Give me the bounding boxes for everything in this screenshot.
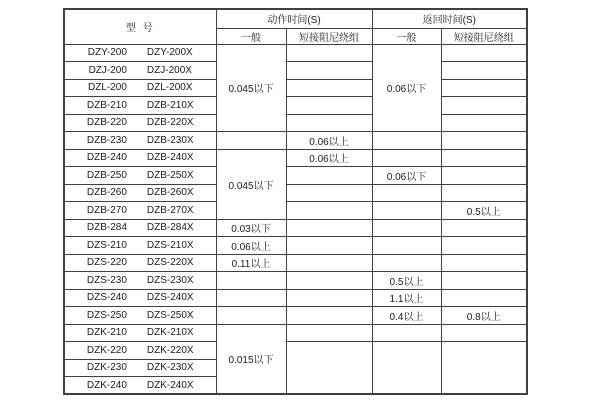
model-cell (64, 377, 216, 395)
model-cell (64, 79, 216, 97)
table-row (64, 307, 527, 325)
model-pair (65, 65, 216, 76)
cell-action-damping (286, 79, 372, 97)
cell-return-damping (441, 44, 527, 62)
cell-return-damping (441, 342, 527, 395)
model-pair (65, 100, 216, 111)
cell-return-damping: 0.8以上 (441, 307, 527, 325)
cell-return-general: 1.1以上 (372, 289, 441, 307)
model-pair (65, 82, 216, 93)
model-name-x: DZS-220X (146, 257, 194, 269)
model-name: DZS-230 (86, 274, 127, 286)
table-row (64, 79, 527, 97)
model-name-x: DZB-240X (146, 152, 194, 164)
model-name-x: DZS-240X (146, 292, 194, 304)
cell-action-general: 0.11以上 (216, 254, 286, 272)
cell-action-damping (286, 237, 372, 255)
cell-return-general (372, 184, 441, 202)
model-cell (64, 324, 216, 342)
model-pair (65, 292, 216, 303)
model-pair (65, 222, 216, 233)
table-header (64, 9, 527, 44)
model-name: DZS-220 (86, 257, 127, 269)
table-row (64, 184, 527, 202)
model-name: DZB-260 (86, 187, 127, 199)
model-name-x: DZB-260X (146, 187, 194, 199)
model-cell (64, 114, 216, 132)
model-name-x: DZS-210X (146, 239, 194, 251)
model-cell (64, 44, 216, 62)
table-row (64, 324, 527, 342)
cell-action-general: 0.045以下 (216, 149, 286, 219)
cell-return-damping (441, 132, 527, 150)
cell-action-damping (286, 219, 372, 237)
cell-return-general: 0.06以下 (372, 167, 441, 185)
model-cell (64, 97, 216, 115)
table-row (64, 289, 527, 307)
cell-return-general (372, 149, 441, 167)
cell-action-damping (286, 62, 372, 80)
table-row (64, 149, 527, 167)
cell-action-damping (286, 167, 372, 185)
header-return-time: 返回时间(S) (372, 9, 527, 28)
cell-action-general: 0.03以下 (216, 219, 286, 237)
model-pair (65, 135, 216, 146)
cell-action-damping (286, 184, 372, 202)
cell-return-damping: 0.5以上 (441, 202, 527, 220)
cell-return-damping (441, 62, 527, 80)
cell-action-damping: 0.06以上 (286, 132, 372, 150)
cell-return-general (372, 237, 441, 255)
cell-action-damping (286, 342, 372, 395)
cell-return-general (372, 132, 441, 150)
header-group-row (64, 9, 527, 28)
cell-action-damping (286, 254, 372, 272)
spec-table (63, 8, 528, 395)
model-pair (65, 47, 216, 58)
model-cell (64, 272, 216, 290)
cell-return-damping (441, 97, 527, 115)
model-name-x: DZB-220X (146, 117, 194, 129)
table-row (64, 202, 527, 220)
cell-action-general (216, 289, 286, 307)
model-name: DZB-240 (86, 152, 127, 164)
model-name-x: DZK-210X (146, 327, 194, 339)
cell-action-general: 0.015以下 (216, 324, 286, 394)
header-action-damping: 短接阻尼绕组 (286, 28, 372, 44)
model-name: DZY-200 (87, 47, 127, 59)
cell-return-damping (441, 79, 527, 97)
table-row (64, 62, 527, 80)
cell-return-general (372, 324, 441, 342)
model-cell (64, 62, 216, 80)
cell-action-damping: 0.06以上 (286, 149, 372, 167)
model-pair (65, 275, 216, 286)
model-name: DZS-250 (86, 309, 127, 321)
model-cell (64, 184, 216, 202)
table-row (64, 167, 527, 185)
model-name: DZK-230 (86, 362, 127, 374)
model-name: DZK-220 (86, 344, 127, 356)
model-name: DZJ-200 (88, 64, 127, 76)
cell-return-general: 0.4以上 (372, 307, 441, 325)
cell-return-damping (441, 324, 527, 342)
model-name: DZS-240 (86, 292, 127, 304)
model-name-x: DZK-220X (146, 344, 194, 356)
header-return-damping: 短接阻尼绕组 (441, 28, 527, 44)
model-pair (65, 327, 216, 338)
cell-return-damping (441, 272, 527, 290)
model-cell (64, 167, 216, 185)
model-cell (64, 307, 216, 325)
model-cell (64, 289, 216, 307)
model-cell (64, 149, 216, 167)
table-body (64, 44, 527, 394)
model-cell (64, 132, 216, 150)
model-name: DZK-240 (86, 379, 127, 391)
cell-action-general: 0.045以下 (216, 44, 286, 132)
model-name-x: DZB-270X (146, 204, 194, 216)
cell-action-damping (286, 324, 372, 342)
model-pair (65, 310, 216, 321)
model-cell (64, 359, 216, 377)
model-name-x: DZL-200X (146, 82, 193, 94)
table-row (64, 132, 527, 150)
model-pair (65, 345, 216, 356)
cell-action-damping (286, 44, 372, 62)
model-cell (64, 202, 216, 220)
model-cell (64, 254, 216, 272)
model-name-x: DZS-250X (146, 309, 194, 321)
cell-return-general (372, 202, 441, 220)
header-return-general: 一般 (372, 28, 441, 44)
cell-return-general: 0.5以上 (372, 272, 441, 290)
model-name-x: DZS-230X (146, 274, 194, 286)
cell-action-general (216, 307, 286, 325)
table-row (64, 114, 527, 132)
cell-action-general (216, 132, 286, 150)
model-name: DZS-210 (86, 239, 127, 251)
model-pair (65, 240, 216, 251)
cell-return-general (372, 254, 441, 272)
model-pair (65, 380, 216, 391)
cell-return-damping (441, 149, 527, 167)
cell-return-general: 0.06以下 (372, 44, 441, 132)
cell-return-damping (441, 219, 527, 237)
cell-return-damping (441, 114, 527, 132)
table-row (64, 237, 527, 255)
model-cell (64, 219, 216, 237)
cell-action-damping (286, 202, 372, 220)
model-name: DZL-200 (88, 82, 127, 94)
model-pair (65, 187, 216, 198)
model-name: DZB-210 (86, 99, 127, 111)
header-action-time: 动作时间(S) (216, 9, 372, 28)
model-name: DZB-250 (86, 169, 127, 181)
cell-action-damping (286, 272, 372, 290)
model-pair (65, 257, 216, 268)
model-name-x: DZB-284X (146, 222, 194, 234)
model-pair (65, 117, 216, 128)
model-name: DZK-210 (86, 327, 127, 339)
cell-action-damping (286, 97, 372, 115)
cell-action-damping (286, 114, 372, 132)
model-name-x: DZK-230X (146, 362, 194, 374)
table-row (64, 254, 527, 272)
model-cell (64, 342, 216, 360)
cell-action-general (216, 272, 286, 290)
model-name: DZB-230 (86, 134, 127, 146)
table-row (64, 44, 527, 62)
table-row (64, 342, 527, 360)
model-name-x: DZB-250X (146, 169, 194, 181)
model-pair (65, 362, 216, 373)
cell-return-damping (441, 184, 527, 202)
model-name: DZB-270 (86, 204, 127, 216)
model-pair (65, 152, 216, 163)
header-model: 型 号 (64, 9, 216, 44)
model-name-x: DZB-230X (146, 134, 194, 146)
table-row (64, 272, 527, 290)
header-action-general: 一般 (216, 28, 286, 44)
model-name: DZB-220 (86, 117, 127, 129)
model-name: DZB-284 (86, 222, 127, 234)
model-name-x: DZK-240X (146, 379, 194, 391)
cell-action-damping (286, 307, 372, 325)
cell-return-damping (441, 167, 527, 185)
model-name-x: DZJ-200X (146, 64, 192, 76)
cell-return-general (372, 219, 441, 237)
cell-return-damping (441, 289, 527, 307)
model-cell (64, 237, 216, 255)
table-row (64, 219, 527, 237)
model-name-x: DZY-200X (146, 47, 193, 59)
table-row (64, 97, 527, 115)
model-pair (65, 170, 216, 181)
cell-return-general (372, 342, 441, 395)
cell-return-damping (441, 254, 527, 272)
model-name-x: DZB-210X (146, 99, 194, 111)
cell-return-damping (441, 237, 527, 255)
cell-action-general: 0.06以上 (216, 237, 286, 255)
cell-action-damping (286, 289, 372, 307)
model-pair (65, 205, 216, 216)
